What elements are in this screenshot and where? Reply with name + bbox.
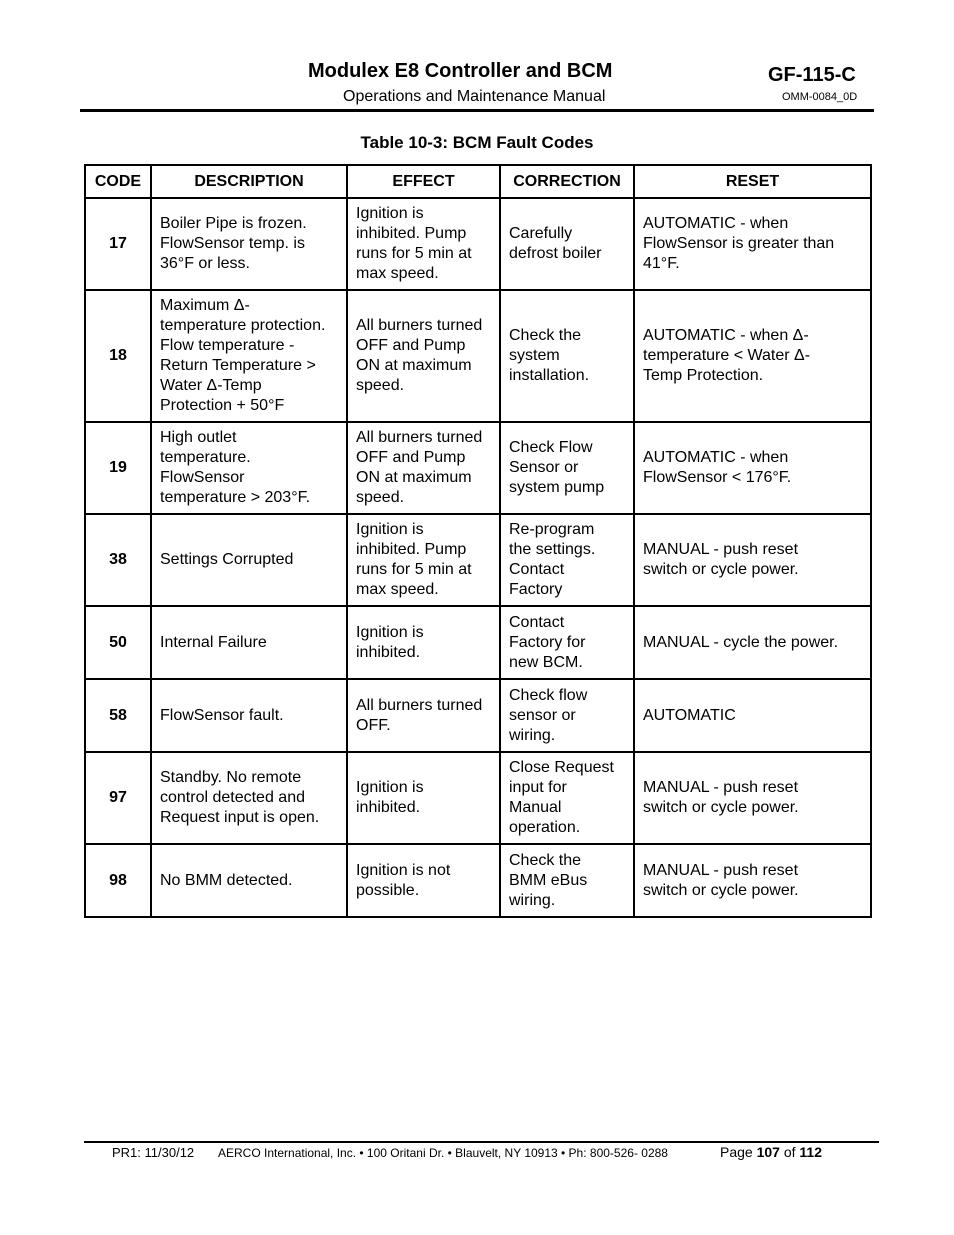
cell-line: MANUAL - cycle the power. <box>643 633 839 651</box>
fault-effect-cell <box>347 606 500 679</box>
table-row <box>85 679 871 752</box>
footer-page-indicator <box>720 1144 822 1160</box>
cell-line: Standby. No remote <box>160 769 302 786</box>
fault-description-cell <box>151 679 347 752</box>
cell-line: Temp Protection. <box>643 367 764 384</box>
cell-line: FlowSensor < 176°F. <box>643 469 792 486</box>
cell-line: All burners turned <box>356 696 483 714</box>
page-of: of <box>779 1144 800 1160</box>
cell-line: speed. <box>356 489 405 506</box>
fault-reset-cell <box>634 290 871 422</box>
document-revision: OMM-0084_0D <box>782 91 858 103</box>
cell-line: OFF and Pump <box>356 449 466 466</box>
cell-line: All burners turned <box>356 317 483 334</box>
cell-line: Request input is open. <box>160 809 320 826</box>
cell-line: Close Request <box>509 759 614 776</box>
fault-correction-cell <box>500 514 634 606</box>
cell-line: inhibited. Pump <box>356 541 467 558</box>
cell-line: system <box>509 347 560 364</box>
cell-line: wiring. <box>509 726 556 744</box>
column-header-code: CODE <box>85 165 151 198</box>
fault-correction-cell <box>500 679 634 752</box>
footer-revision-date: PR1: 11/30/12 <box>112 1145 195 1160</box>
cell-line: temperature. <box>160 449 251 466</box>
fault-effect-cell <box>347 290 500 422</box>
cell-line: inhibited. <box>356 643 421 661</box>
cell-line: control detected and <box>160 789 305 806</box>
fault-code-cell: 58 <box>85 679 151 752</box>
cell-line: AUTOMATIC - when <box>643 215 789 232</box>
cell-line: MANUAL - push reset <box>643 541 799 558</box>
fault-description-cell <box>151 514 347 606</box>
cell-line: AUTOMATIC <box>643 706 736 724</box>
cell-line: Manual <box>509 799 562 816</box>
cell-line: FlowSensor temp. is <box>160 235 305 252</box>
cell-line: ON at maximum <box>356 469 472 486</box>
cell-line: inhibited. <box>356 799 421 816</box>
fault-effect-cell <box>347 422 500 514</box>
cell-line: AUTOMATIC - when Δ- <box>643 327 809 344</box>
cell-line: Flow temperature - <box>160 337 295 354</box>
fault-codes-table <box>84 164 872 918</box>
cell-line: input for <box>509 779 567 796</box>
table-caption: Table 10-3: BCM Fault Codes <box>360 133 594 152</box>
cell-line: Contact <box>509 561 565 578</box>
column-header-effect: EFFECT <box>347 165 500 198</box>
cell-line: MANUAL - push reset <box>643 861 799 879</box>
fault-correction-cell <box>500 290 634 422</box>
fault-effect-cell <box>347 198 500 290</box>
table-row <box>85 752 871 844</box>
cell-line: Carefully <box>509 225 573 242</box>
fault-code-cell: 18 <box>85 290 151 422</box>
cell-line: OFF and Pump <box>356 337 466 354</box>
cell-line: Water Δ-Temp <box>160 377 262 394</box>
cell-line: Check flow <box>509 686 588 704</box>
table-row <box>85 844 871 917</box>
table-body <box>85 198 871 917</box>
fault-reset-cell <box>634 422 871 514</box>
cell-line: AUTOMATIC - when <box>643 449 789 466</box>
fault-description-cell <box>151 198 347 290</box>
fault-effect-cell <box>347 844 500 917</box>
table-row <box>85 606 871 679</box>
cell-line: Protection + 50°F <box>160 397 285 414</box>
footer-divider <box>84 1141 879 1143</box>
cell-line: runs for 5 min at <box>356 561 472 578</box>
fault-code-cell: 97 <box>85 752 151 844</box>
cell-line: max speed. <box>356 265 439 282</box>
cell-line: temperature > 203°F. <box>160 489 311 506</box>
fault-code-cell: 38 <box>85 514 151 606</box>
table-row <box>85 422 871 514</box>
fault-description-cell <box>151 844 347 917</box>
cell-line: installation. <box>509 367 590 384</box>
cell-line: switch or cycle power. <box>643 799 799 816</box>
cell-line: switch or cycle power. <box>643 881 799 899</box>
fault-code-cell: 17 <box>85 198 151 290</box>
header-divider <box>80 109 874 112</box>
cell-line: system pump <box>509 479 605 496</box>
fault-correction-cell <box>500 198 634 290</box>
fault-description-cell <box>151 752 347 844</box>
document-subtitle: Operations and Maintenance Manual <box>343 88 606 105</box>
page-prefix: Page <box>720 1144 757 1160</box>
column-header-reset: RESET <box>634 165 871 198</box>
cell-line: Check the <box>509 327 582 344</box>
fault-reset-cell <box>634 514 871 606</box>
fault-code-cell: 19 <box>85 422 151 514</box>
cell-line: wiring. <box>509 891 556 909</box>
cell-line: Ignition is <box>356 623 424 641</box>
cell-line: possible. <box>356 881 420 899</box>
cell-line: FlowSensor is greater than <box>643 235 835 252</box>
cell-line: All burners turned <box>356 429 483 446</box>
cell-line: speed. <box>356 377 405 394</box>
cell-line: max speed. <box>356 581 439 598</box>
fault-description-cell <box>151 606 347 679</box>
cell-line: Return Temperature > <box>160 357 316 374</box>
cell-line: sensor or <box>509 706 576 724</box>
column-header-description: DESCRIPTION <box>151 165 347 198</box>
cell-line: Check the <box>509 851 582 869</box>
fault-correction-cell <box>500 422 634 514</box>
fault-reset-cell <box>634 844 871 917</box>
fault-code-cell: 98 <box>85 844 151 917</box>
cell-line: Check Flow <box>509 439 593 456</box>
document-title: Modulex E8 Controller and BCM <box>308 60 613 82</box>
table-header-row <box>85 165 871 198</box>
page-total: 112 <box>799 1144 823 1160</box>
fault-effect-cell <box>347 514 500 606</box>
cell-line: Factory for <box>509 633 586 651</box>
cell-line: runs for 5 min at <box>356 245 472 262</box>
cell-line: defrost boiler <box>509 245 602 262</box>
table-row <box>85 290 871 422</box>
fault-description-cell <box>151 422 347 514</box>
fault-reset-cell <box>634 198 871 290</box>
fault-reset-cell <box>634 679 871 752</box>
cell-line: switch or cycle power. <box>643 561 799 578</box>
cell-line: BMM eBus <box>509 871 588 889</box>
cell-line: FlowSensor <box>160 469 245 486</box>
cell-line: Boiler Pipe is frozen. <box>160 215 307 232</box>
table-row <box>85 514 871 606</box>
cell-line: Sensor or <box>509 459 579 476</box>
footer-company-address: AERCO International, Inc. • 100 Oritani Dr. • Blauvelt, NY 10913 • Ph: 800-526- 0288 <box>218 1146 668 1160</box>
fault-description-cell <box>151 290 347 422</box>
fault-correction-cell <box>500 844 634 917</box>
cell-line: 36°F or less. <box>160 255 250 272</box>
cell-line: No BMM detected. <box>160 871 293 889</box>
cell-line: Maximum Δ- <box>160 297 250 314</box>
cell-line: Contact <box>509 613 565 631</box>
page-number: 107 <box>756 1144 780 1160</box>
cell-line: Ignition is <box>356 205 424 222</box>
cell-line: inhibited. Pump <box>356 225 467 242</box>
table-row <box>85 198 871 290</box>
cell-line: operation. <box>509 819 581 836</box>
cell-line: Ignition is <box>356 521 424 538</box>
cell-line: the settings. <box>509 541 596 558</box>
cell-line: FlowSensor fault. <box>160 706 284 724</box>
fault-reset-cell <box>634 606 871 679</box>
cell-line: 41°F. <box>643 255 680 272</box>
cell-line: High outlet <box>160 429 237 446</box>
fault-effect-cell <box>347 679 500 752</box>
document-number: GF-115-C <box>768 64 856 86</box>
cell-line: temperature protection. <box>160 317 326 334</box>
fault-reset-cell <box>634 752 871 844</box>
column-header-correction: CORRECTION <box>500 165 634 198</box>
fault-code-cell: 50 <box>85 606 151 679</box>
fault-correction-cell <box>500 752 634 844</box>
fault-effect-cell <box>347 752 500 844</box>
cell-line: Internal Failure <box>160 633 267 651</box>
cell-line: temperature < Water Δ- <box>643 347 811 364</box>
cell-line: Re-program <box>509 521 595 538</box>
cell-line: Ignition is <box>356 779 424 796</box>
cell-line: Settings Corrupted <box>160 551 294 568</box>
cell-line: Factory <box>509 581 563 598</box>
cell-line: MANUAL - push reset <box>643 779 799 796</box>
cell-line: Ignition is not <box>356 861 451 879</box>
cell-line: ON at maximum <box>356 357 472 374</box>
cell-line: new BCM. <box>509 653 583 671</box>
fault-correction-cell <box>500 606 634 679</box>
cell-line: OFF. <box>356 716 391 734</box>
